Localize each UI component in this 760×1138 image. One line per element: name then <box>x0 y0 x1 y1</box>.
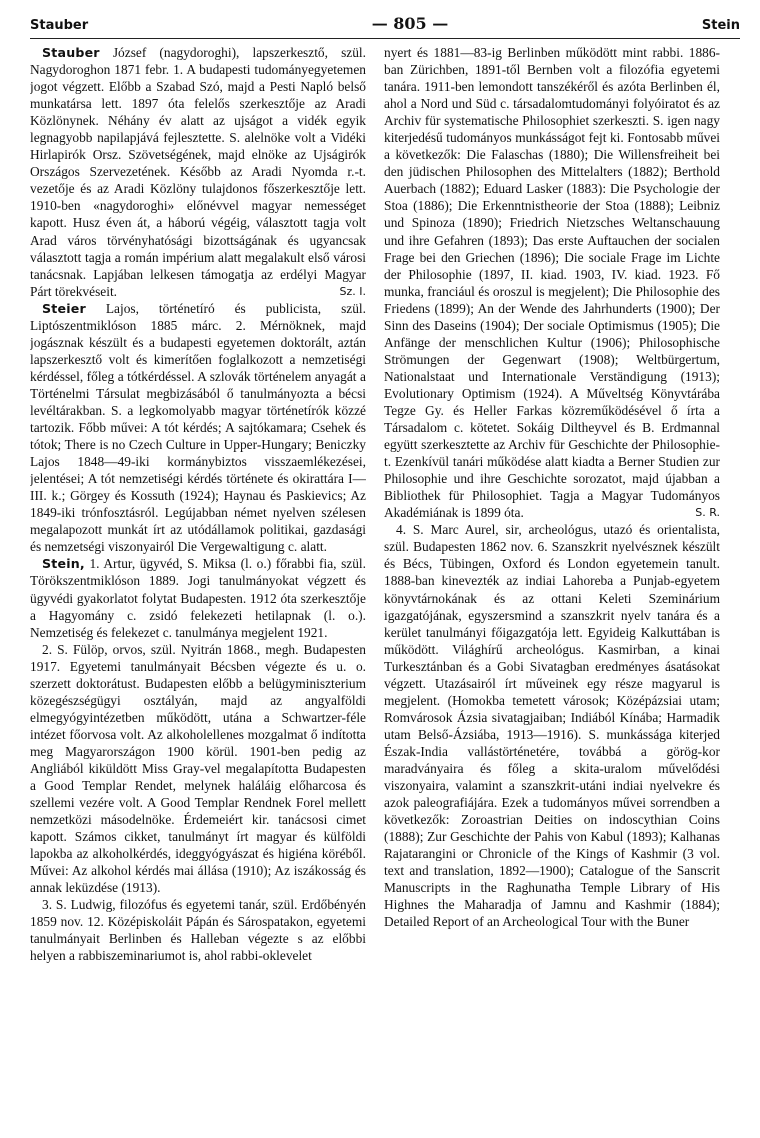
entry-head: Stein, <box>42 556 85 572</box>
author-signature: Sz. I. <box>339 284 366 298</box>
entry-stauber <box>30 44 366 300</box>
entry-text: Lajos, történetíró és publicista, szül. Liptószentmiklóson 1885 márc. 2. Mérnöknek, majd jogásznak készült és a budapesti egyetemen doktorált, aztán lapszerkesztő volt és kimerítően foglalkozott a nemzetiségi kérdéssel, főleg a tótkérdéssel. A szlovák történelem anyagát a Történelmi Társulat megbizásából ő tanulmányozta a bécsi levéltárakban. S. a legkomolyabb magyar történetírók közzé tartozik. Főbb művei: A tót kérdés; A sajtókamara; Csehek és tótok; There is no Czech Culture in Upper-Hungary; Beniczky Lajos 1848—49-iki kormánybiztos visszaemlékezései, jelentései; A tót nemzetiségi kérdés története és okirattára I—III. k.; Görgey és Kossuth (1924); Haynau és Paskievics; Az 1849-iki trónfosztásról. Legújabban német nyelven szélesen megalapozott munkát írt az utódállamok politikai, gazdasági és nemzetségi viszonyairól Die Vergewaltigung c. alatt. <box>30 300 366 555</box>
entry-text: 2. S. Fülöp, orvos, szül. Nyitrán 1868., megh. Budapesten 1917. Egyetemi tanulmányait Bécsben végezte és u. o. szerzett doktorátust. Budapesten előbb a belügyminiszterium közegészségügyi osztályán, majd az angyalföldi elmegyógyintézetben működött, utána a Schwartzer-féle intézet főorvosa volt. Az alkoholellenes mozgalmat ő indította meg Magyarországon 1900 körül. 1901-ben pedig az Angliából kiküldött Miss Gray-vel megalapította Budapesten a Good Templar Rendet, melynek haláláig előharcosa és szellemi vezére volt. A Good Templar Rendnek Forel mellett nemzetközi másodelnöke. Érdemeiért kir. tanácsosi cimet kapott. Számos cikket, tanulmányt írt magyar és külföldi lapokba az alkoholkérdés, ideggyógyászat és higiéna köréből. Művei: Az alkohol kérdés mai állása (1910); Az iszákosság és annak leküzdése (1913). <box>30 641 366 896</box>
entry-stein-fulop <box>30 641 366 897</box>
entry-head: Stauber <box>42 45 100 60</box>
entry-text: 3. S. Ludwig, filozófus és egyetemi tanár, szül. Erdőbényén 1859 nov. 12. Középiskoláit Pápán és Sárospatakon, egyetemi tanulmányait Berlinben és Halleban végezte s az előbbi helyen a rabbiszeminariumot is, ahol rabbi-oklevelet <box>30 897 366 964</box>
entry-stein-ludwig-continued <box>384 44 720 521</box>
right-column <box>384 44 720 1124</box>
entry-stein-ludwig <box>30 896 366 964</box>
entry-stein-artur <box>30 555 366 640</box>
left-column <box>30 44 366 1124</box>
header-left-word: Stauber <box>30 18 89 33</box>
entry-text: 1. Artur, ügyvéd, S. Miksa (l. o.) főrabbi fia, szül. Törökszentmiklóson 1889. Jogi tanulmányokat végzett és ügyvédi gyakorlatot folytat Budapesten. 1912 óta szerkesztője a Hagyomány c. zsidó felekezeti hetilapnak (l. o.). Nemzetiség és felekezet c. tanulmánya megjelent 1921. <box>30 556 366 640</box>
author-signature: S. R. <box>695 506 720 520</box>
entry-steier <box>30 300 366 556</box>
page-number: — 805 — <box>371 14 449 33</box>
header-right-word: Stein <box>701 18 740 33</box>
entry-text: 4. S. Marc Aurel, sir, archeológus, utazó és orientalista, szül. Budapesten 1862 nov. 6. Szanszkrit nyelvésznek készült és Bécs, Tübingen, Oxford és London egyetemein tanult. 1888-ban kinevezték az indiai Lahoreba a Punjab-egyetem könyvtárnokának és az ottani Keleti Szeminárium igazgatójának, egyszersmind a szanszkrit nyelv tanára és a kerület tanulmányi főigazgatója lett. Egyideig Kalkuttában is működött. Világhírű archeológus. Kasmirban, a kinai Turkesztánban és a Gobi Sivatagban eredményes ásatásokat végzett. Utazásairól írt műveinek egy része magyarul is megjelent. (Homokba temetett városok; Középázsiai utam; Romvárosok Ázsia sivatagjaiban; Indiából Kínába; Harmadik utam Belső-Ázsiába, 1913—1916). S. munkássága kiterjed Észak-India vallástörténetére, továbbá a görög-kor maradványaira és főleg a skita-uralom művelődési viszonyaira, valamint a szanszkrit-utáni indiai nyelvekre és azok paleografiájára. Ezek a tudományos művei sorrendben a következők: Zoroastrian Deities on indoscythian Coins (1888); Zur Geschichte der Pahis von Kabul (1893); Kalhanas Rajatarangini or Chronicle of the Kings of Kashmir (3 vol. text and translation, 1892—1900); Catalogue of the Sanscrit Manuscripts in the Raghunatha Temple Library of His Highnes the Maharadja of Jamnu and Kashmir (1884); Detailed Report of an Archeological Tour with the Buner <box>384 522 720 930</box>
running-header <box>30 14 740 36</box>
header-rule <box>30 38 740 39</box>
entry-text: nyert és 1881—83-ig Berlinben működött mint rabbi. 1886-ban Zürichben, 1891-től Bernben volt a filozófia egyetemi tanára. 1911-ben lemondott tanszékéről és azóta Berlinben él, ahol a Nord und Süd c. társadalomtudományi folyóiratot és az Archiv für systematische Philosophiet szerkeszti. S. igen nagy kiterjedésű tudományos munkásságot fejt ki. Fontosabb művei a következők: Die Falaschas (1880); Die Willensfreiheit bei den jüdischen Philosophen des Mittelalters (1882); Berthold Auerbach (1882); Eduard Lasker (1883): Die Psychologie der Stoa (1886); Die Erkenntnistheorie der Stoa (1888); Leibniz und Spinoza (1890); Friedrich Nietzsches Weltanschauung und ihre Gefahren (1893); Das erste Auftauchen der socialen Frage bei den Griechen (1896); Die sociale Frage im Lichte der Philosophie (1897, II. kiad. 1903, IV. kiad. 1923. Fő munka, franciául és oroszul is megjelent); Die Philosophie des Friedens (1899); An der Wende des Jahrhunderts (1900); Der Sinn des Daseins (1904); Der sociale Optimismus (1905); Die Anfänge der menschlichen Kultur (1906); Philosophische Strömungen der Gegenwart (1908); Weltbürgertum, Nationalstaat und Internationale Verständigung (1913); Evolutionary Optimism (1924). A Műveltség Könyvtárába Tegze Gy. és Heller Farkas közreműködésével ő írta a Társadalom c. kötetet. Sokáig Diltheyvel és B. Erdmannal együtt szerkesztette az Archiv für Geschichte der Philosophie-t. Ezenkívül tanári működése alatt kiadta a Berner Studien zur Philosophie und ihre Geschichte sorozatot, majd újabban a Bibliothek für Philosophiet. Tagja a Magyar Tudományos Akadémiának is 1899 óta. <box>384 45 720 521</box>
entry-text: József (nagydoroghi), lapszerkesztő, szül. Nagydoroghon 1871 febr. 1. A budapesti tudományegyetemen jogot végzett. Előbb a Szabad Szó, majd a Pesti Napló belső munkatársa lett. 1897 óta felelős szerkesztője az Aradi Közlönynek. Néhány év alatt az ujságot a vidék egyik legnagyobb napilapjává fejlesztette. S. alelnöke volt a Vidéki Hirlapirók Orsz. Szövetségének, majd elnöke az Ujságirók Országos Szervezetének. Később az Aradi Nyomda r.-t. vezetője és az Aradi Közlöny tulajdonos főszerkesztője lett. 1910-ben «nagydoroghi» előnévvel magyar nemességet kapott. Husz éven át, a háború végéig, választott tagja volt Arad város törvényhatósági bizottságának és ugyancsak választott tagja a román impérium alatt megalakult első városi tanácsnak. Lapjában lelkesen támogatja az erdélyi Magyar Párt törekvéseit. <box>30 45 366 299</box>
entry-stein-marc-aurel <box>384 521 720 930</box>
entry-head: Steier <box>42 300 86 316</box>
